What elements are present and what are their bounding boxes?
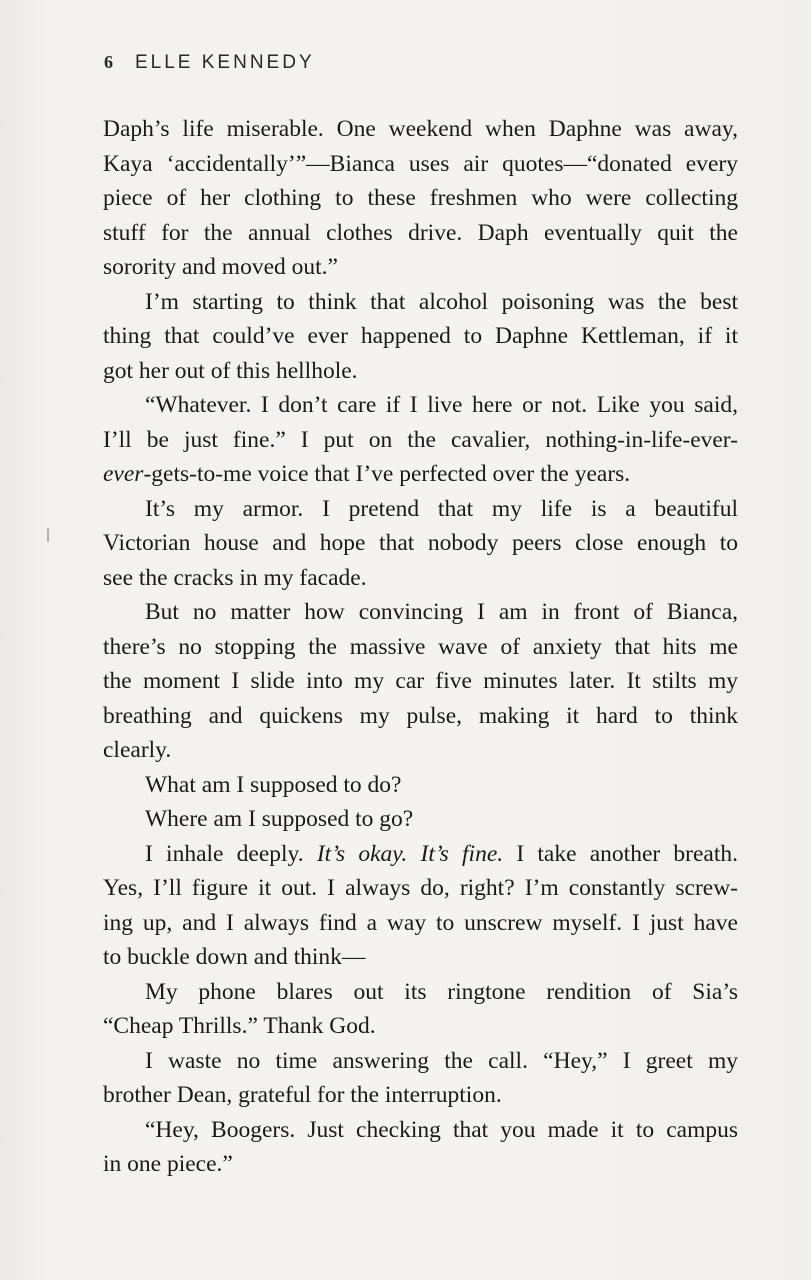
text-line: I’m starting to think that alcohol poisoning was the best xyxy=(145,288,738,315)
text-line: see the cracks in my facade. xyxy=(103,564,367,591)
page-number: 6 xyxy=(104,52,113,72)
text-line: the moment I slide into my car five minutes later. It stilts my xyxy=(103,668,738,694)
text-line: I’ll be just fine.” I put on the cavalier, nothing-in-life-ever- xyxy=(103,426,738,453)
text-line: Kaya ‘accidentally’”—Bianca uses air quotes—“donated every xyxy=(103,150,738,177)
text-line: I waste no time answering the call. “Hey,” I greet my xyxy=(145,1047,738,1074)
text-line: stuff for the annual clothes drive. Daph eventually quit the xyxy=(103,219,738,246)
text-line: “Cheap Thrills.” Thank God. xyxy=(103,1013,376,1039)
text-line: piece of her clothing to these freshmen who were collecting xyxy=(103,185,738,211)
text-line xyxy=(103,837,738,872)
text-line: Victorian house and hope that nobody peers close enough to xyxy=(103,530,738,556)
text-line: sorority and moved out.” xyxy=(103,254,338,280)
text-run: I inhale deeply. xyxy=(145,840,317,867)
text-line: brother Dean, grateful for the interruption. xyxy=(103,1082,502,1108)
text-line: Daph’s life miserable. One weekend when Daphne was away, xyxy=(103,116,738,142)
italic-text: It’s okay. It’s fine. xyxy=(316,840,504,867)
text-line xyxy=(103,457,738,492)
text-line: to buckle down and think— xyxy=(103,944,366,970)
text-line: clearly. xyxy=(103,737,172,763)
margin-mark xyxy=(47,528,49,542)
text-line: “Hey, Boogers. Just checking that you made it to campus xyxy=(145,1116,738,1143)
text-line: breathing and quickens my pulse, making it hard to think xyxy=(103,702,738,729)
text-run: I take another breath. xyxy=(503,840,738,867)
text-line: ing up, and I always find a way to unscrew myself. I just have xyxy=(103,909,738,936)
text-line: got her out of this hellhole. xyxy=(103,357,358,384)
text-line: It’s my armor. I pretend that my life is a beautiful xyxy=(145,495,738,522)
text-run: -gets-to-me voice that I’ve perfected over the years. xyxy=(143,461,631,487)
text-line: thing that could’ve ever happened to Daphne Kettleman, if it xyxy=(103,323,738,349)
running-head-author: ELLE KENNEDY xyxy=(135,52,315,73)
text-line: there’s no stopping the massive wave of anxiety that hits me xyxy=(103,633,738,660)
text-line: in one piece.” xyxy=(103,1151,233,1177)
running-header xyxy=(104,52,315,74)
text-line: My phone blares out its ringtone rendition of Sia’s xyxy=(145,978,738,1005)
text-line: Where am I supposed to go? xyxy=(145,806,414,832)
body-text xyxy=(103,112,738,1182)
text-line: “Whatever. I don’t care if I live here or not. Like you said, xyxy=(145,392,738,418)
text-line: Yes, I’ll figure it out. I always do, right? I’m constantly screw- xyxy=(103,875,738,901)
italic-text: ever xyxy=(103,461,144,487)
text-line: But no matter how convincing I am in front of Bianca, xyxy=(145,599,738,625)
text-line: What am I supposed to do? xyxy=(145,771,402,798)
